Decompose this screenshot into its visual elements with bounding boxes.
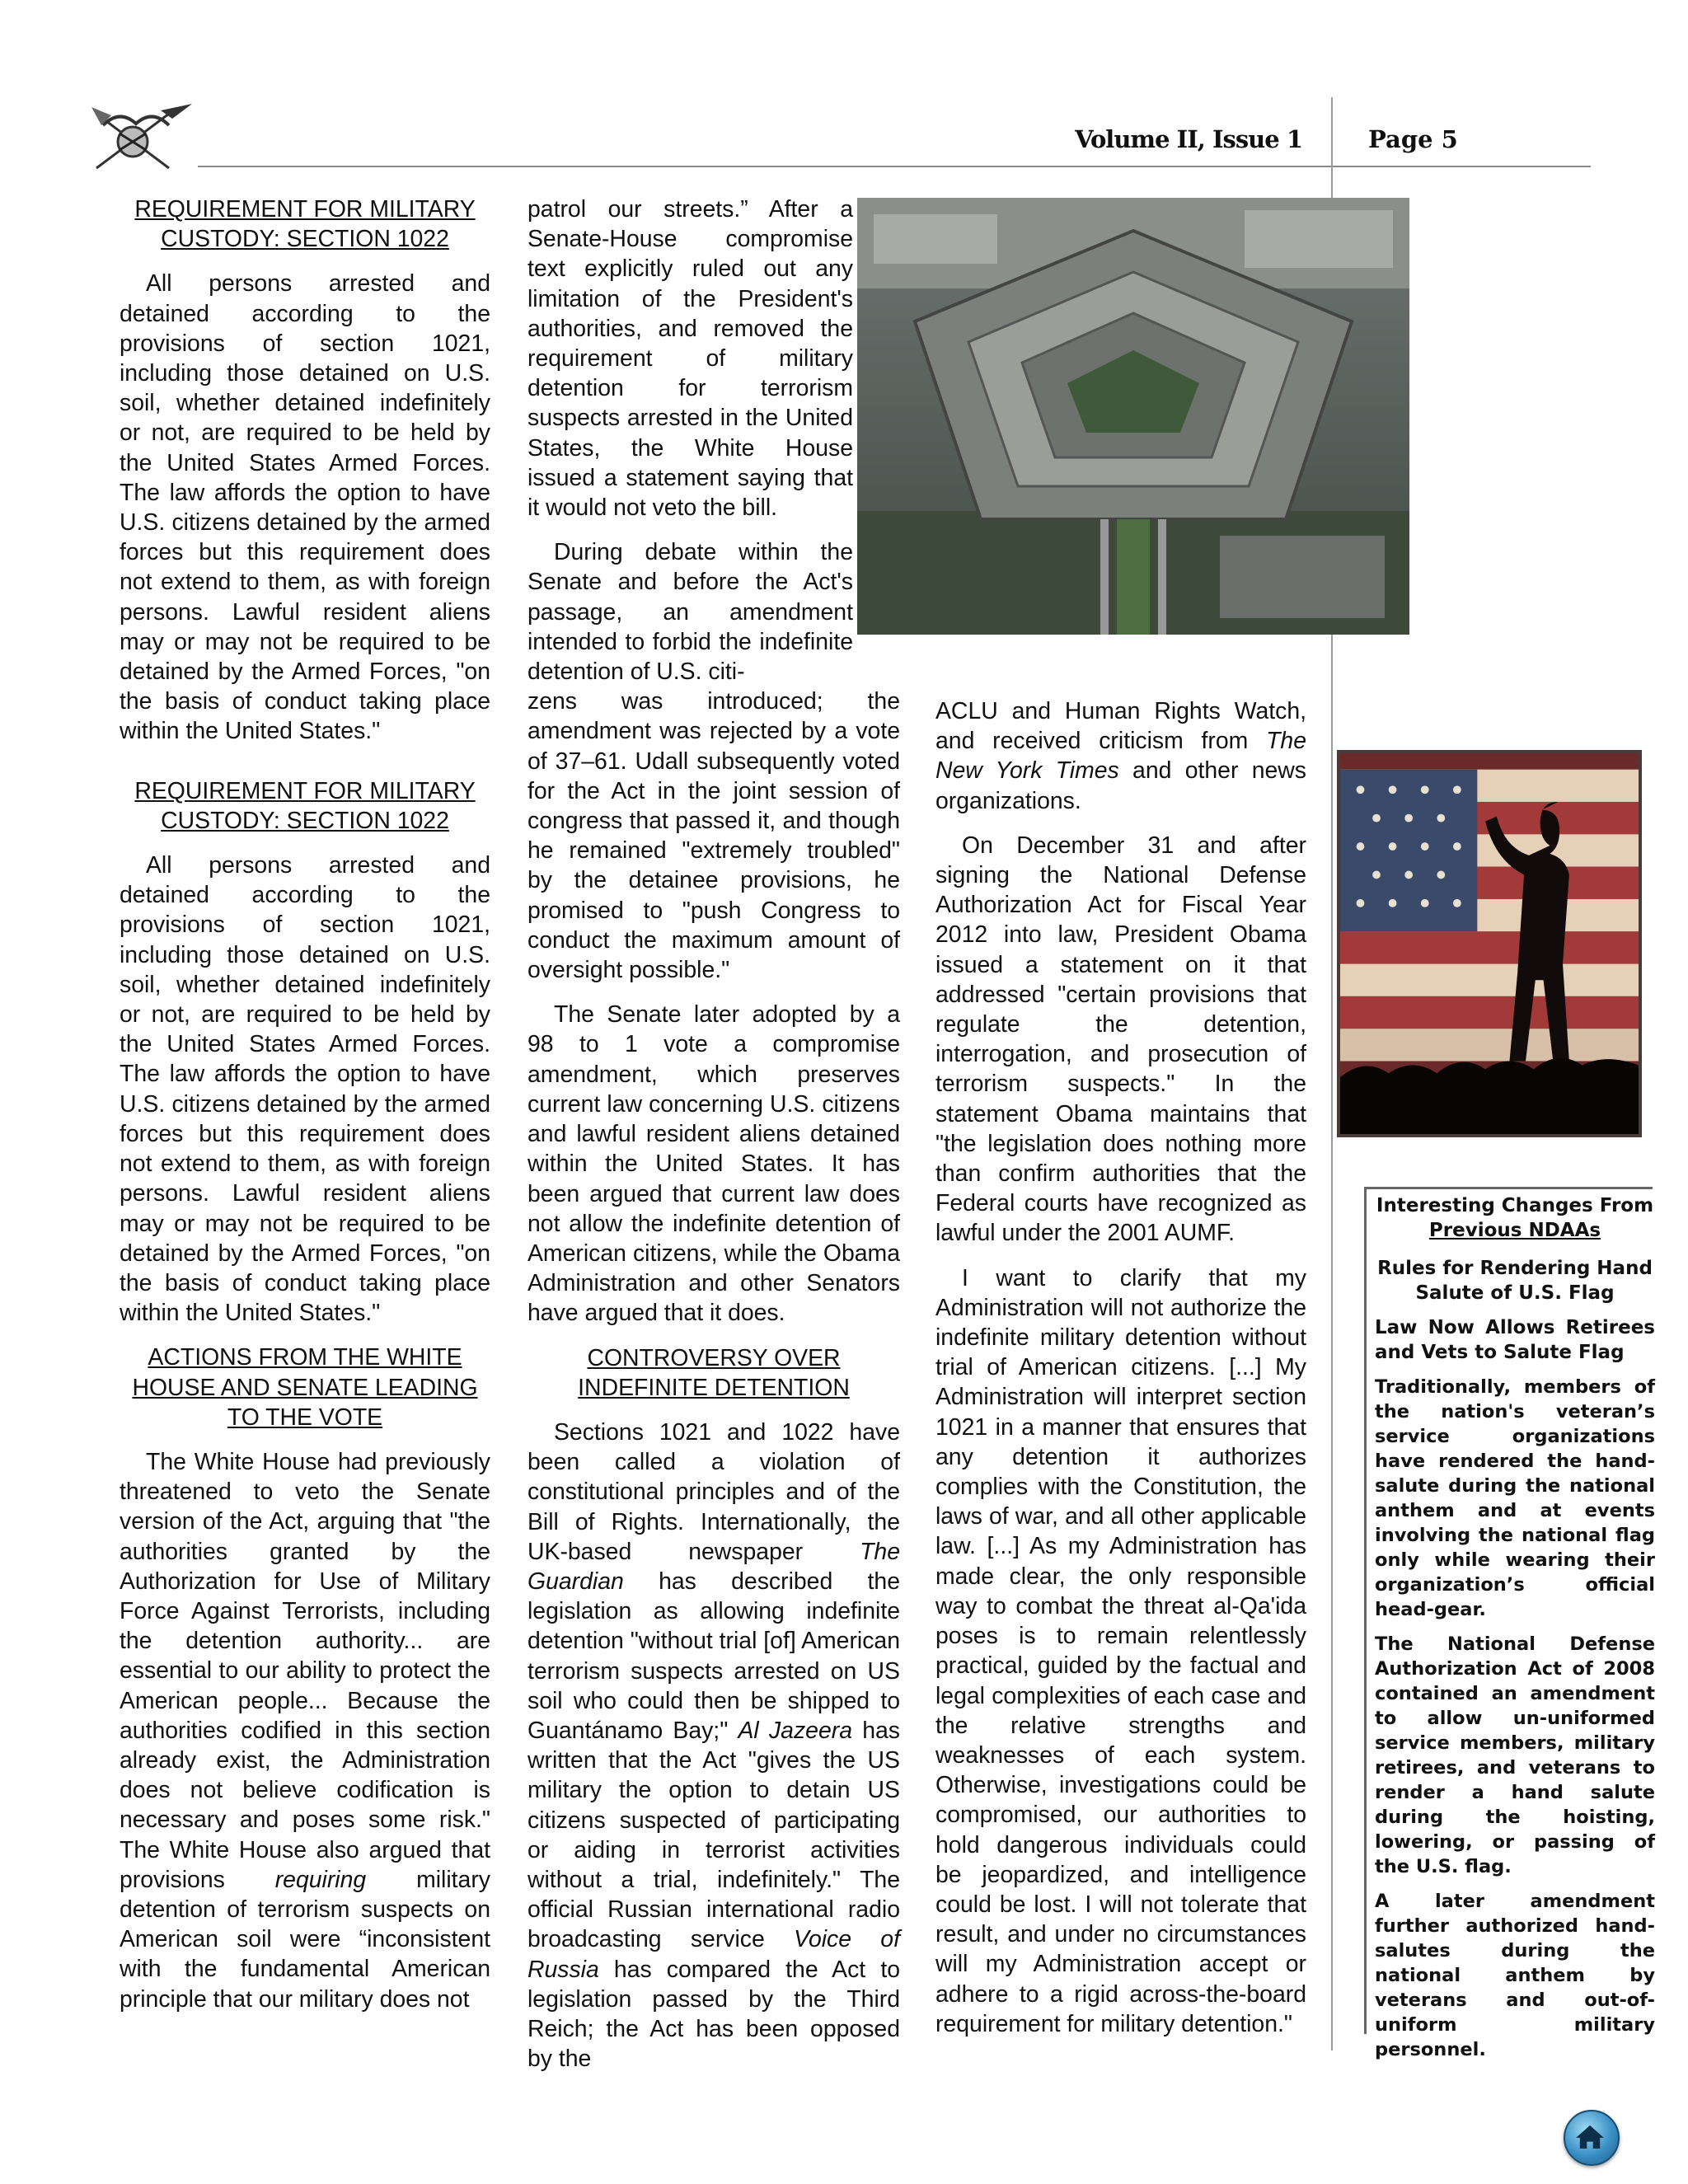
sidebar-subtitle: Rules for Rendering Hand Salute of U.S. Flag xyxy=(1377,1258,1653,1304)
sidebar-paragraph: The National Defense Authorization Act of 2008 contained an amendment to allow un-uniformed service members, military retirees, and veterans to render a hand salute during the hoisting, lowering, or passing of the U.S. flag. xyxy=(1375,1633,1655,1877)
home-icon xyxy=(1565,2111,1615,2161)
paragraph: I want to clarify that my Administration will not authorize the indefinite military detention without trial of American citizens. [...] My Administration will interpret section 1021 in a manner that ensures that any detention it authorizes complies with the Constitution, the laws of war, and all other applicable law. [...] As my Administration has made clear, the only responsible way to combat the threat al-Qa'ida poses is to remain relentlessly practical, guided by the factual and legal complexities of each case and the relative strengths and weaknesses of each system. Otherwise, investigations could be compromised, our authorities to hold dangerous individuals could be jeopardized, and intelligence could be lost. I will not tolerate that result, and under no circumstances will my Administration accept or adhere to a rigid across-the-board requirement for military detention." xyxy=(935,1264,1306,2037)
section-heading-controversy: CONTROVERSY OVER INDEFINITE DETENTION xyxy=(578,1344,850,1401)
article-column-3 xyxy=(935,696,1306,2054)
home-button[interactable] xyxy=(1564,2110,1620,2166)
paragraph: The White House had previously threatened to veto the Senate version of the Act, arguing that "the authorities granted by the Authorization for Use of Military Force Against Terrorists, including the detention authority... are essential to our ability to protect the American people... Because the authorities codified in this section already exist, the Administration does not believe codification is necessary and poses some risk." The White House also argued that provisions requiring military detention of terrorism suspects on American soil were “inconsistent with the fundamental American principle that our military does not xyxy=(120,1448,490,2013)
section-heading-3: ACTIONS FROM THE WHITE HOUSE AND SENATE LEADING TO THE VOTE xyxy=(132,1344,478,1431)
paragraph: The Senate later adopted by a 98 to 1 vote a compromise amendment, which preserves current law concerning U.S. citizens and lawful resident aliens detained within the United States. It has been argued that current law does not allow the indefinite detention of American citizens, while the Obama Administration and other Senators have argued that it does. xyxy=(528,1001,900,1327)
paragraph: On December 31 and after signing the National Defense Authorization Act for Fiscal Year 2012 into law, President Obama issued a statement on it that addressed "certain provisions that regulate the detention, interrogation, and prosecution of terrorism suspects." In the statement Obama maintains that "the legislation does nothing more than confirm authorities that the Federal courts have recognized as lawful under the 2001 AUMF. xyxy=(935,832,1306,1247)
section-heading-2: REQUIREMENT FOR MILITARY CUSTODY: SECTION 1022 xyxy=(134,777,476,834)
paragraph: Sections 1021 and 1022 have been called a violation of constitutional principles and of the Bill of Rights. Internationally, the UK-based newspaper The Guardian has described the legislation as allowing indefinite detention "without trial [of] American terrorism suspects arrested on US soil who could then be shipped to Guantánamo Bay;" Al Jazeera has written that the Act "gives the US military the option to detain US citizens suspected of participating or aiding in terrorist activities without a trial, indefinitely." The official Russian international radio broadcasting service Voice of Russia has compared the Act to legislation passed by the Third Reich; the Act has been opposed by the xyxy=(528,1418,900,2073)
sidebar-heading: Law Now Allows Retirees and Vets to Salute Flag xyxy=(1375,1317,1655,1363)
sidebar-paragraph: Traditionally, members of the nation's veteran’s service organizations have rendered the hand-salute during the national anthem and at events involving the national flag only while wearing their organization’s official head-gear. xyxy=(1375,1376,1655,1620)
article-column-1 xyxy=(120,194,490,2029)
flag-salute-image xyxy=(1337,750,1642,1137)
sidebar-paragraph: A later amendment further authorized hand-salutes during the national anthem by veterans and out-of-uniform military personnel. xyxy=(1375,1891,1655,2060)
pentagon-aerial-photo xyxy=(857,198,1409,635)
page-number: Page 5 xyxy=(1368,125,1458,153)
article-column-2 xyxy=(528,194,900,2088)
paragraph: patrol our streets.” After a Senate-House compromise text explicitly ruled out any limitation of the President's authorities, and removed the requirement of military detention for terrorism suspects arrested in the United States, the White House issued a statement saying that it would not veto the bill. xyxy=(528,196,853,522)
header-rule xyxy=(198,166,1591,167)
paragraph: All persons arrested and detained according to the provisions of section 1021, including those detained on U.S. soil, whether detained indefinitely or not, are required to be held by the United States Armed Forces. The law affords the option to have U.S. citizens detained by the armed forces but this requirement does not extend to them, as with foreign persons. Lawful resident aliens may or may not be required to be detained by the Armed Forces, "on the basis of conduct taking place within the United States." xyxy=(120,270,490,745)
volume-issue: Volume II, Issue 1 xyxy=(1075,125,1302,153)
emblem-logo xyxy=(87,101,194,176)
paragraph: ACLU and Human Rights Watch, and received criticism from The New York Times and other news organizations. xyxy=(935,698,1306,814)
sidebar-content xyxy=(1375,1193,1655,2072)
paragraph: zens was introduced; the amendment was rejected by a vote of 37–61. Udall subsequently voted for the Act in the joint session of congress that passed it, and though he remained "extremely troubled" by the detainee provisions, he promised to "push Congress to conduct the maximum amount of oversight possible." xyxy=(528,688,900,984)
section-heading-1: REQUIREMENT FOR MILITARY CUSTODY: SECTION 1022 xyxy=(134,196,476,253)
sidebar-title: Interesting Changes From Previous NDAAs xyxy=(1376,1195,1654,1241)
paragraph: All persons arrested and detained according to the provisions of section 1021, including those detained on U.S. soil, whether detained indefinitely or not, are required to be held by the United States Armed Forces. The law affords the option to have U.S. citizens detained by the armed forces but this requirement does not extend to them, as with foreign persons. Lawful resident aliens may or may not be required to be detained by the Armed Forces, "on the basis of conduct taking place within the United States." xyxy=(120,852,490,1327)
paragraph: During debate within the Senate and before the Act's passage, an amendment intended to forbid the indefinite detention of U.S. citi- xyxy=(528,539,853,686)
